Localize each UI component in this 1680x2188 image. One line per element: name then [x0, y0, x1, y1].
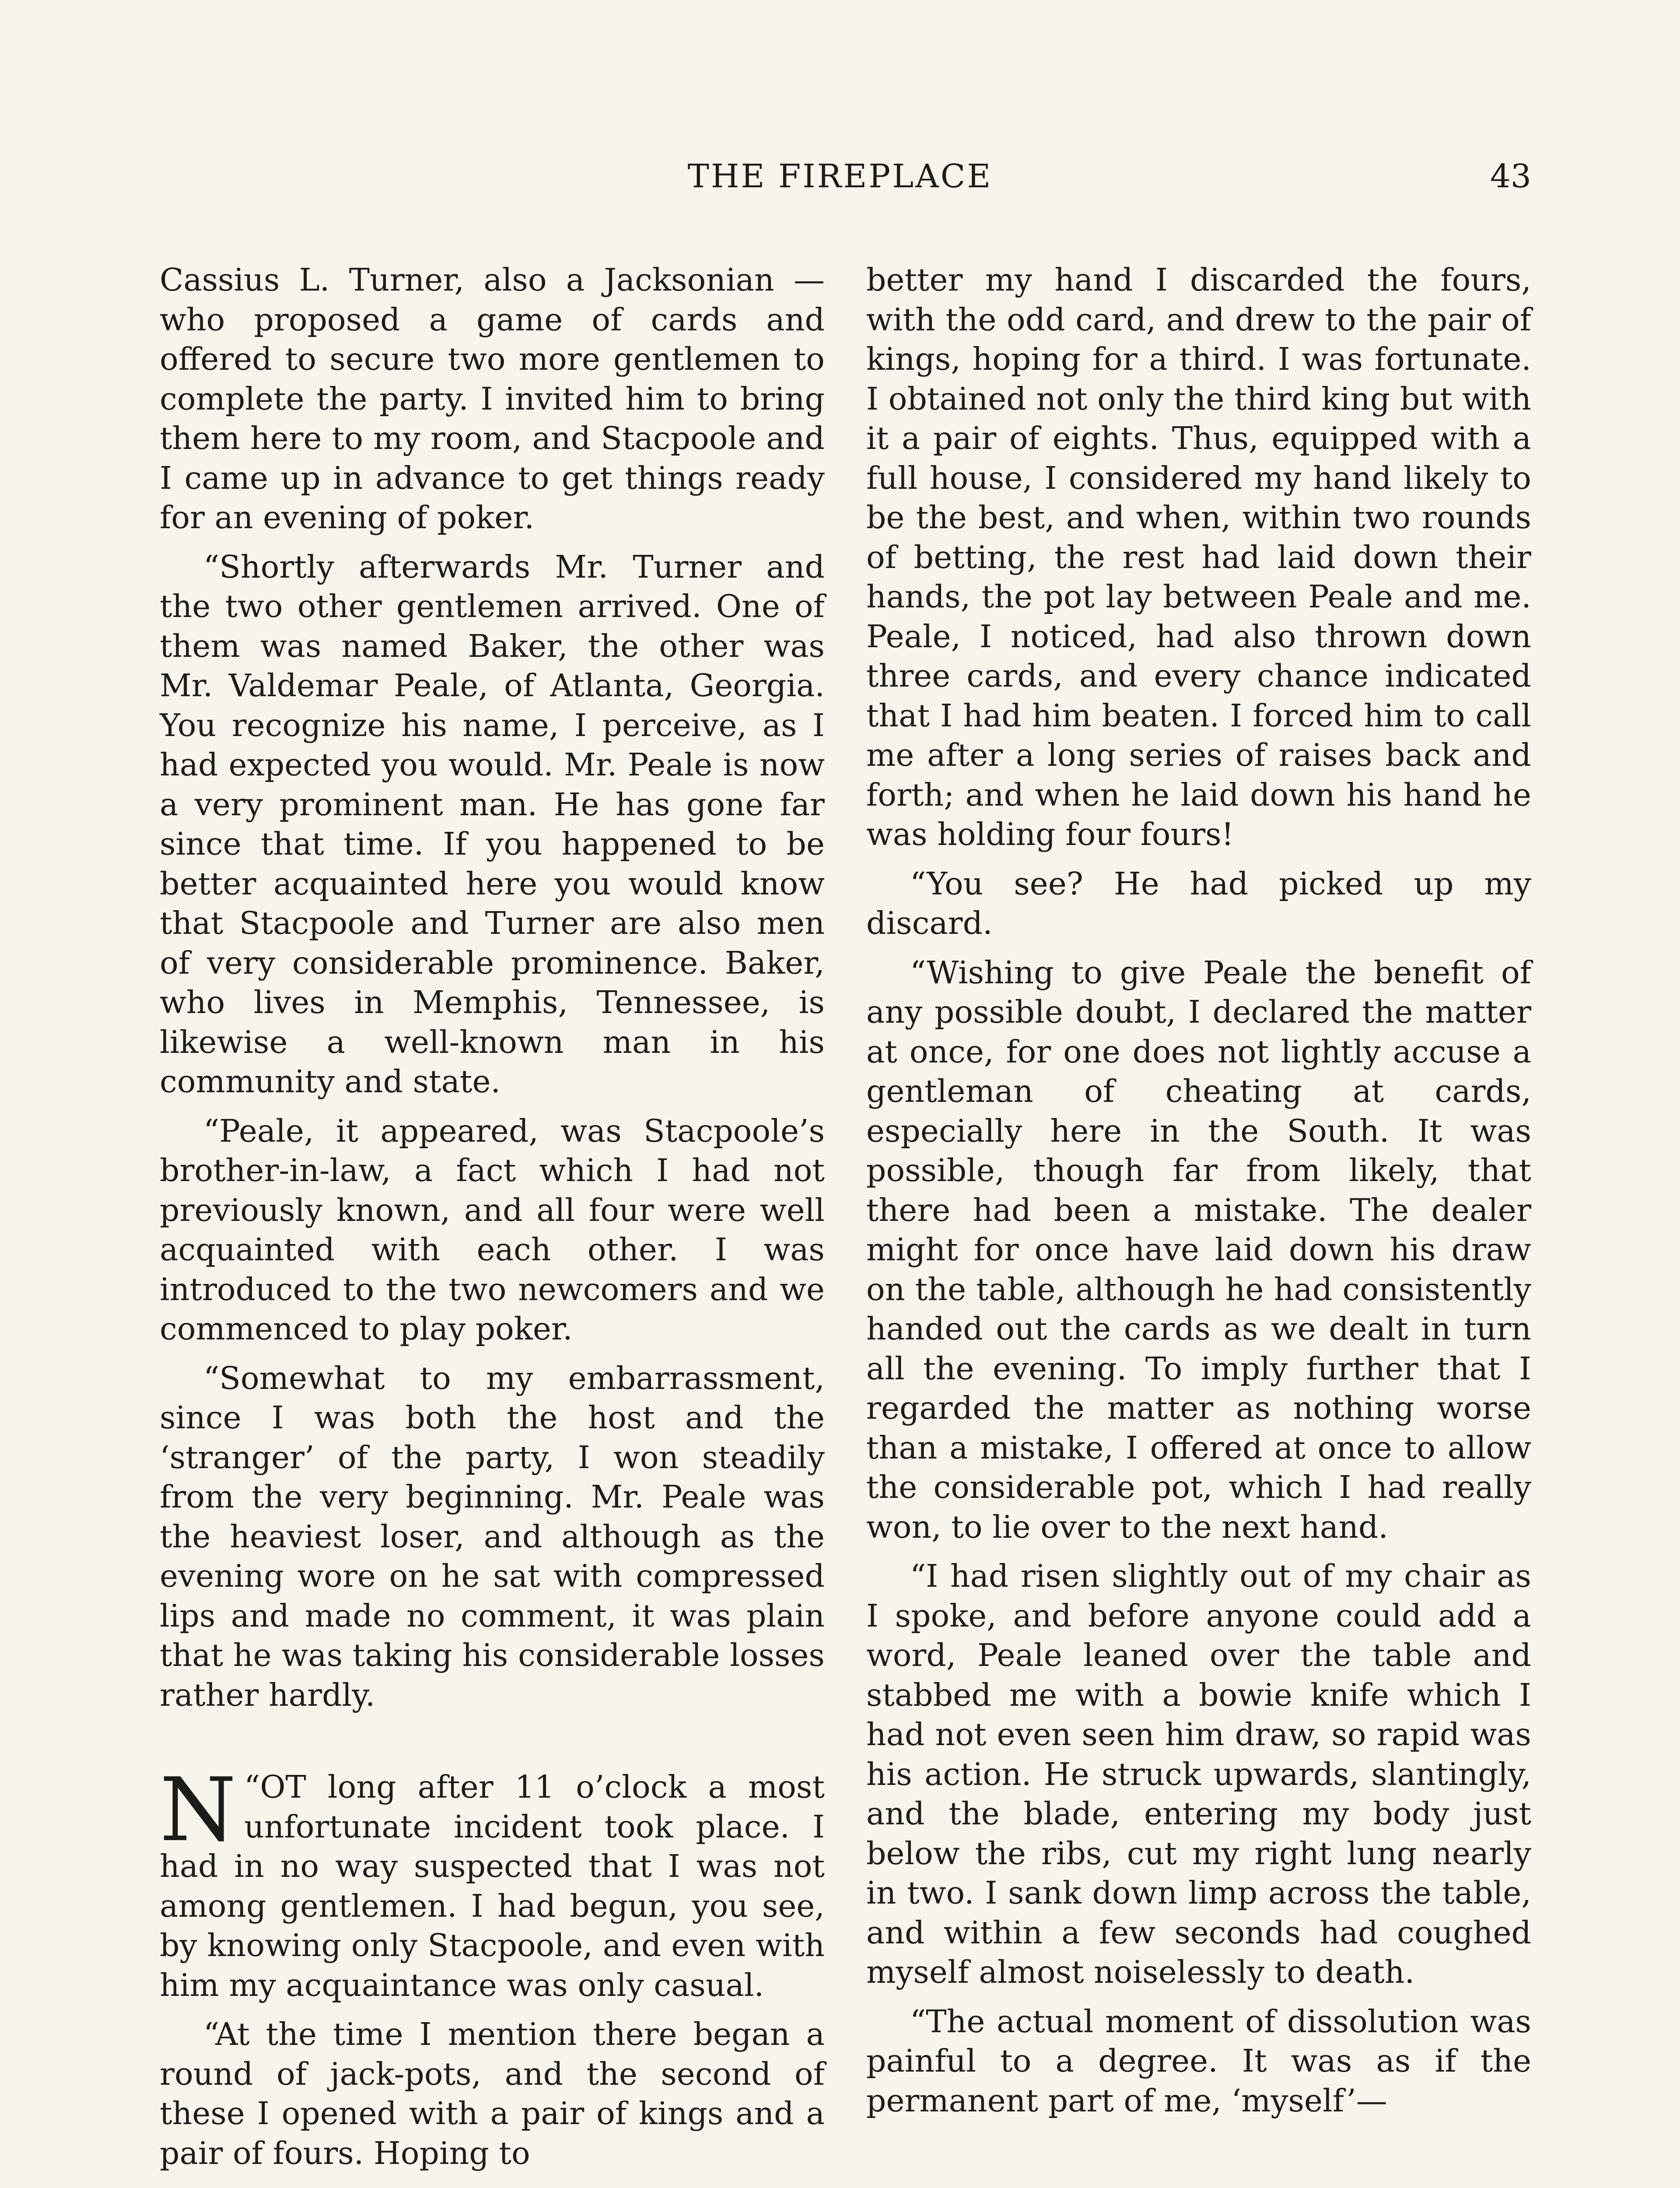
- right-column: [866, 260, 1531, 2130]
- paragraph: “At the time I mention there began a round of jack-pots, and the second of these I opened with a pair of kings and a pair of fours. Hoping to: [160, 2016, 825, 2171]
- paragraph: better my hand I discarded the fours, with the odd card, and drew to the pair of kings, hoping for a third. I was fortunate. I obtained not only the third king but with it a pair of eights. Thus, equipped with a full house, I considered my hand likely to be the best, and when, within two rounds of betting, the rest had laid down their hands, the pot lay between Peale and me. Peale, I noticed, had also thrown down three cards, and every chance indicated that I had him beaten. I forced him to call me after a long series of raises back and forth; and when he laid down his hand he was holding four fours!: [866, 262, 1531, 852]
- page-header: [0, 158, 1680, 206]
- paragraph: Cassius L. Turner, also a Jacksonian —who proposed a game of cards and offered to secure two more gentlemen to complete the party. I invited him to bring them here to my room, and Stacpoole and I came up in advance to get things ready for an evening of poker.: [160, 262, 825, 536]
- paragraph: “Peale, it appeared, was Stacpoole’s brother-in-law, a fact which I had not previously known, and all four were well acquainted with each other. I was introduced to the two newcomers and we commenced to play poker.: [160, 1112, 825, 1347]
- drop-cap: N: [160, 1759, 236, 1861]
- left-column: [160, 260, 825, 2183]
- running-title: THE FIREPLACE: [687, 158, 993, 195]
- page-number: 43: [1490, 158, 1531, 195]
- paragraph: “I had risen slightly out of my chair as I spoke, and before anyone could add a word, Peale leaned over the table and stabbed me with a bowie knife which I had not even seen him draw, so rapid was his action. He struck upwards, slantingly, and the blade, entering my body just below the ribs, cut my right lung nearly in two. I sank down limp across the table, and within a few seconds had coughed myself almost noiselessly to death.: [866, 1558, 1531, 1990]
- paragraph: “You see? He had picked up my discard.: [866, 865, 1531, 941]
- open-quote: “: [244, 1769, 260, 1805]
- section-opening-paragraph: [160, 1759, 825, 2005]
- section-text: OT long after 11 o’clock a most unfortunate incident took place. I had in no way suspected that I was not among gentlemen. I had begun, you see, by knowing only Stacpoole, and even with him my acquaintance was only casual.: [160, 1769, 825, 2003]
- paragraph: “The actual moment of dissolution was painful to a degree. It was as if the permanent part of me, ‘myself’—: [866, 2003, 1531, 2119]
- paragraph: “Shortly afterwards Mr. Turner and the two other gentlemen arrived. One of them was named Baker, the other was Mr. Valdemar Peale, of Atlanta, Georgia. You recognize his name, I perceive, as I had expected you would. Mr. Peale is now a very prominent man. He has gone far since that time. If you happened to be better acquainted here you would know that Stacpoole and Turner are also men of very considerable prominence. Baker, who lives in Memphis, Tennessee, is likewise a well-known man in his community and state.: [160, 548, 825, 1100]
- paragraph: “Wishing to give Peale the benefit of any possible doubt, I declared the matter at once, for one does not lightly accuse a gentleman of cheating at cards, especially here in the South. It was possible, though far from likely, that there had been a mistake. The dealer might for once have laid down his draw on the table, although he had consistently handed out the cards as we dealt in turn all the evening. To imply further that I regarded the matter as nothing worse than a mistake, I offered at once to allow the considerable pot, which I had really won, to lie over to the next hand.: [866, 954, 1531, 1545]
- paragraph: “Somewhat to my embarrassment, since I was both the host and the ‘stranger’ of the party, I won steadily from the very beginning. Mr. Peale was the heaviest loser, and although as the evening wore on he sat with compressed lips and made no comment, it was plain that he was taking his considerable losses rather hardly.: [160, 1360, 825, 1713]
